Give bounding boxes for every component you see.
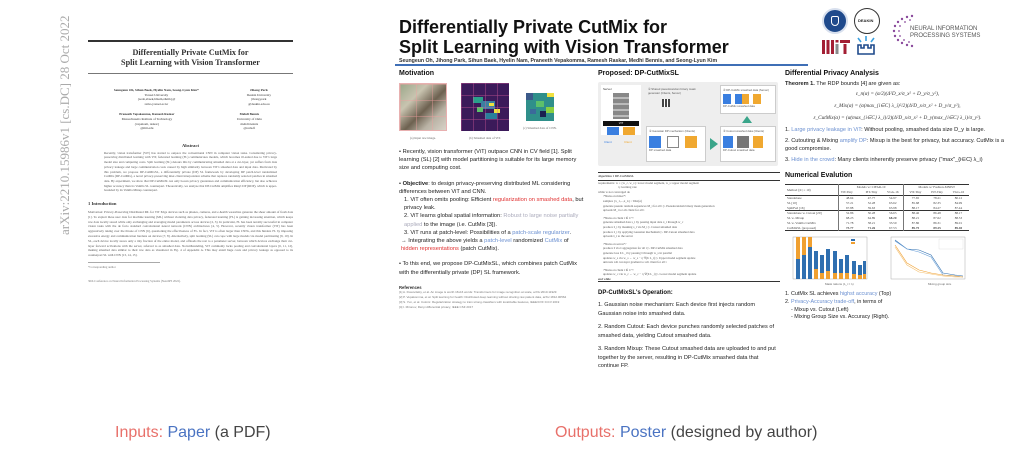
dp-point: [785, 126, 1010, 134]
table-cell: 86.48: [933, 211, 941, 216]
step3-label: ③ Cutout smashed data (Clients): [723, 129, 765, 133]
algorithm-line: end while: [598, 277, 780, 283]
conference-note: 36th Conference on Neural Information Processing Systems (NeurIPS 2022).: [88, 279, 181, 284]
table-row: [785, 225, 969, 230]
operation-item: 3. Random Mixup: These Cutout smashed data are uploaded to and put together by the server, resulting in DP-CutMix smashed data that continue FP.: [598, 346, 776, 370]
numerical-heading: Numerical Evalution: [785, 172, 853, 179]
table-cell: 67.88: [838, 205, 861, 210]
server-label: Server: [603, 87, 612, 91]
abstract-text: Recently, vision transformer (ViT) has started to outpace the conventional CNN in computer vision tasks. Considering privacy-preserving distributed learning with ViT, federated learning (FL) communicates models, which becomes ill-suited due to ViT's large model size and computing costs. Split learning (SL) detours this by communicating smashed data at a cut-layer, yet suffers from data privacy leakage and large communication costs caused by high similarity between ViT's smashed data and input data. Motivated by this problem, we propose DP-CutMixSL, a differentially private (DP) SL framework by developing DP patch-level randomized CutMix (DP-CutMix), a novel privacy-preserving inter-client interpolation scheme that replaces randomly selected patches in smashed data. By experiment, we show that DP-CutMixSL not only boosts privacy guarantees and communication efficiency, but also achieves higher accuracy than its Vanilla SL counterpart. Theoretically, we analyze that DP-CutMix amplifies Rényi DP (RDP), which is upper-bounded by its Vanilla Mixup counterpart.: [104, 150, 277, 193]
point-highlight: amplify DP: [839, 138, 867, 144]
paper-title: [88, 42, 293, 73]
table-cell: 64.89: [867, 216, 876, 221]
operation-item: 2. Random Cutout: Each device punches randomly selected patches of smashed data, yielding Cutout smashed data.: [598, 324, 774, 339]
author-email: @deakin.edu.au: [248, 101, 270, 106]
item-text: 1. ViT often omits pooling: Efficient: [404, 197, 493, 204]
table-cell: 56.65: [889, 211, 897, 216]
table-cell: SL [10]: [787, 200, 798, 205]
algorithm-line: generate pseudo random sequences M_i for all i ▷ Pseudorandom binary mask generation: [603, 203, 715, 208]
objective-bullet: • Objective: to design privacy-preserving distributed ML considering differences between ViT and CNN.: [399, 180, 571, 195]
caption-label: Outputs:: [555, 424, 616, 441]
theorem-text: The RDP bounds [4] are given as:: [814, 81, 901, 87]
author-group: [237, 112, 262, 130]
dp-point: [785, 156, 1010, 164]
algorithm-line: while w not converged do: [598, 189, 631, 194]
sub-finding: - Mixing Group Size vs. Accuracy (Right).: [791, 314, 890, 321]
step2-box: [646, 126, 706, 162]
table-header: Models w/ CIFAR-10: [838, 185, 904, 190]
objective-item: [399, 229, 584, 237]
paper-page: [88, 40, 293, 380]
table-cell: 71.78: [838, 220, 861, 225]
reference-item: [1] A. Dosovitskiy, et al. An image is worth 16x16 words: Transformers for image recognition at scale, arXiv:2010.11929: [399, 289, 557, 294]
author-affiliation: Yonsei University: [144, 92, 169, 97]
table-header: VGG-16: [886, 190, 899, 195]
table-cell: 68.23: [838, 216, 861, 221]
algorithm-line: η: learning rate: [618, 185, 637, 190]
figure-caption: (a) Input raw image.: [409, 136, 437, 140]
figure-caption: (c) Smashed data of CNN.: [523, 126, 557, 130]
author-names: Seungeun Oh, Sihun Baek, Hyelin Nam, Seong-Lyun Kim*: [113, 88, 199, 92]
objective-item: [399, 212, 584, 228]
table-cell: 58.21: [867, 220, 876, 225]
algorithm-line: produce ŝ_i by masking s_i via M_i ▷ Cutout smashed data: [603, 224, 678, 229]
operation-item: 1. Gaussian noise mechanism: Each device first injects random Gaussian noise into smashed data.: [598, 302, 756, 317]
poster-title: [399, 17, 729, 57]
point-text: : Mixup is the best for privacy, but accuracy. CutMix is a good compromise.: [785, 138, 1004, 152]
algorithm-line: uploads M_i to i-th client for all i: [603, 208, 645, 213]
neurips-text-line1: NEURAL INFORMATION: [910, 26, 978, 32]
author-email: @mit.edu: [140, 126, 154, 131]
table-cell: 67.53: [889, 225, 897, 230]
author-group: [88, 88, 225, 106]
caption-rest: (a PDF): [210, 424, 271, 441]
table-cell: 80.12: [954, 195, 963, 200]
motivation-figures: [399, 83, 584, 140]
author-email: {vepakom, raskar}: [134, 121, 160, 126]
figure-cnn-smashed: [523, 93, 557, 130]
caption-kind: Poster: [619, 424, 667, 441]
poster-authors: Seungeun Oh, Jihong Park, Sihun Baek, Hyelin Nam, Praneeth Vepakomma, Ramesh Raskar, Medhi Bennis, and Seong-Lyun Kim: [399, 58, 718, 64]
finding-text: , in terms of: [854, 298, 883, 305]
paper-title-line2: Split Learning with Vision Transformer: [121, 58, 260, 67]
author-affiliation: Deakin University: [246, 92, 271, 97]
caption-kind: Paper: [167, 424, 211, 441]
proposal-bullet: • To this end, we propose DP-CutMixSL, which combines patch CutMix with the differentially private (DP) SL framework.: [399, 261, 577, 276]
equation: ε_CutMix(α) = (α(max_{i∈C} λ_i)/2)(Δ²D_x/σ_x² + D_y(max_{i∈C} λ_i)/σ_y²).: [813, 115, 982, 121]
algorithm-line: generate loss Σ L_i by passing s̃ through w_s in parallel: [603, 250, 672, 255]
table-cell: SplitFed [16]: [787, 205, 805, 210]
step3-box: [720, 126, 776, 162]
integration-line: [399, 237, 584, 253]
intro-heading: 1 Introduction: [88, 201, 117, 207]
table-cell: CutMixSL (proposed): [787, 225, 817, 230]
references: [399, 285, 584, 310]
item-highlight: regularization on smashed data: [492, 197, 573, 204]
paper-title-line1: Differentially Private CutMix for: [132, 48, 249, 57]
objective-label: Objective: [402, 180, 429, 187]
table-header: Method (|C| = 10): [787, 187, 811, 192]
figure-caption: (b) Smashed data of ViT.: [469, 136, 501, 140]
finding-highlight: Privacy-Accuracy trade-off: [791, 298, 855, 305]
author-names: Mehdi Bennis: [239, 112, 260, 117]
table-cell: 68.20: [889, 216, 897, 221]
table-cell: 89.25: [933, 225, 941, 230]
equation: ε_n(α) = (α/2)(Δ²D_x/σ_x² + D_y/σ_y²),: [855, 91, 940, 97]
reference-item: [2] P. Vepakomma, et al. Split learning for health: Distributed deep learning without sharing raw patient data, arXiv:1812.00564: [399, 294, 567, 299]
algorithm-line: requirements: w = {w_c, w_s}: lower model segment, w_s: upper model segment: [598, 180, 700, 185]
system-diagram: [598, 82, 778, 166]
chart-xlabel: Mixing group size: [928, 282, 952, 287]
figure-vit-smashed: [461, 83, 509, 140]
server-block: [601, 85, 641, 135]
author-group: [225, 88, 293, 106]
table-cell: 88.17: [904, 205, 927, 210]
neurips-logo: [890, 12, 1015, 52]
author-email: {seoh,sbaek,hlnam,slkim}@: [137, 97, 176, 102]
table-cell: 52.28: [867, 200, 876, 205]
table-cell: 88.17: [954, 211, 963, 216]
neurips-text-line2: PROCESSING SYSTEMS: [910, 33, 981, 39]
yonsei-logo: [822, 8, 848, 34]
table-cell: 50.28: [867, 211, 876, 216]
table-cell: 88.53: [954, 216, 963, 221]
author-email: mehdi.bennis: [240, 121, 259, 126]
table-cell: 86.31: [933, 220, 941, 225]
table-cell: 77.65: [904, 195, 927, 200]
dp-point: [785, 137, 1010, 153]
finding: [785, 291, 1010, 299]
item-text: of: [562, 238, 569, 245]
step3-caption: DP-Cutout smashed data: [723, 148, 755, 152]
author-row-2: [88, 112, 293, 130]
author-affiliation: Massachusetts Institute of Technology: [121, 116, 173, 121]
table-header: PiT-Tiny: [931, 190, 943, 195]
step2-label: ② Gaussian DP mechanism (Clients): [649, 129, 695, 133]
operation-section: [598, 290, 780, 371]
output-caption: [555, 424, 817, 442]
table-cell: 63.98: [889, 205, 897, 210]
vit-label: ViT: [603, 121, 639, 126]
step1-label: ① Shared pseudorandom binary mask generator (Clients, Server): [648, 87, 696, 95]
neurips-text: [910, 26, 980, 40]
table-cell: 88.21: [904, 216, 927, 221]
title-rule-bottom: [88, 73, 293, 74]
algorithm-line: /*Runs on client i ∈ C*/: [603, 267, 634, 272]
results-table: [785, 184, 969, 231]
table-cell: 47.77: [867, 195, 876, 200]
equation: ε_Mix(α) = (α(max_{i∈C} λ_i)²/2)(Δ²D_x/σ_x² + D_y/σ_y²),: [834, 103, 961, 109]
item-text: 3. ViT runs at patch-level: Possibilities of a: [404, 229, 513, 236]
table-cell: Standalone w. Cutout [20]: [787, 211, 822, 216]
table-header: PiT-Tiny: [865, 190, 878, 195]
arrow-right-icon: [710, 138, 718, 150]
vit-heatmap: [461, 83, 509, 131]
cat-image: [399, 83, 447, 131]
algorithm-line: generate smashed data s_i by passing input data x_i through w_c: [603, 220, 684, 225]
algorithm-line: /*Runs on mixer*/: [603, 194, 627, 199]
table-cell: 73.77: [838, 225, 861, 230]
table-cell: 89.01: [954, 220, 963, 225]
sub-finding: - Mixup vs. Cutout (Left): [791, 306, 849, 313]
group-size-line-chart: [883, 235, 973, 287]
dp-analysis-heading: Differential Privacy Analysis: [785, 70, 879, 77]
intro-text: Motivation: Privacy-Preserving Distributed ML for ViT Edge devices such as phones, cameras, and e-health wearables generate the sheer amount of fresh data [1]. To exploit these user data for machine learning (ML) without violating data privacy, federated learning (FL) is gaining increasing attention, which keeps raw data locally stored while only exchanging and averaging model parameters across devices [2, 3]. In particular, FL has been notably successful in computer vision tasks with the de facto standard convolutional neural network (CNN) architectures [4, 5]. However, recently vision transformer (ViT) has been aggressively taking over the throne of CNN [6], questioning the effectiveness of FL. In fact, ViT is often larger than CNNs, and this hinders FL by imposing excessive energy and communication burdens on devices [7, 8]. Alternatively, split learning (SL) can cope with large models via model partitioning [9, 10]. In SL, each device locally stores only a tiny fraction of the entire model, and offloads the rest to a parameter server, between which devices exchange their cut-layer forward activations with the server, referred to as smashed data. Notwithstanding, ViT commonly lacks pooling and convolutional layers [6, 11, 12], making smashed data similar to their raw data as visualized in Fig. 4 of Appendix A. This may entail huge costs and privacy leakage as opposed to its counterpart SL with CNN [13, 14, 15].: [88, 210, 293, 258]
table-cell: 87.44: [954, 205, 963, 210]
arxiv-stamp: [35, 15, 72, 240]
dp-analysis-section: [785, 70, 1010, 322]
objective-text: : to design privacy-preserving distributed ML considering differences between ViT and CNN.: [399, 180, 571, 195]
table-cell: 85.68: [904, 200, 927, 205]
table-cell: 57.21: [838, 200, 861, 205]
table-cell: SL w. Vanilla CutMix: [787, 220, 816, 225]
table-header: VGG-16: [952, 190, 965, 195]
table-cell: 88.46: [904, 210, 927, 215]
step1-box: [646, 85, 708, 117]
author-group: [119, 112, 174, 130]
algorithm-line: samples {x_1,...,x_n} ~ Dist(α): [603, 198, 642, 203]
item-text: 2. ViT learns global spatial information:: [404, 213, 504, 220]
deakin-logo: [854, 8, 880, 34]
table-cell: 89.40: [954, 225, 963, 230]
abstract-heading: Abstract: [181, 142, 200, 148]
table-cell: 87.62: [933, 216, 941, 221]
point-highlight: Large privacy leakage in ViT: [791, 127, 862, 133]
item-text: , but privacy leak.: [404, 197, 584, 212]
item-highlight: patch-scale regularizer: [512, 229, 570, 236]
finding-text: 1. CutMix SL achieves: [785, 291, 840, 298]
point-text: : Many clients inherently preserve privacy ("max"_{i∈C} λ_i): [834, 157, 983, 163]
algorithm-line: /*Runs on server*/: [603, 241, 627, 246]
item-text: randomized: [511, 238, 545, 245]
arrow-up-icon: [742, 116, 752, 123]
step4-caption: DP-CutMix smashed data: [723, 104, 755, 108]
cnn-heatmap: [526, 93, 554, 121]
algorithm-title: Algorithm 1 DP-CutMixSL: [598, 173, 780, 181]
finding: [785, 299, 1010, 307]
motivation-heading: Motivation: [399, 70, 434, 77]
step4-label: ④ DP-CutMix smashed data (Server): [723, 88, 770, 92]
table-cell: Standalone: [787, 195, 802, 200]
motivation-section: [399, 70, 584, 310]
caption-label: Inputs:: [115, 424, 164, 441]
table-cell: 84.27: [933, 205, 941, 210]
item-highlight: patch-level: [484, 238, 512, 245]
item-highlight: CutMix: [544, 238, 563, 245]
table-cell: 54.97: [889, 195, 897, 200]
chart-xlabel: Mask rations (λ_i = λ): [825, 282, 854, 287]
item-text: to the image (i.e. CutMix [3]).: [422, 221, 497, 228]
table-cell: 48.64: [838, 195, 861, 200]
figure-raw-image: [399, 83, 447, 140]
footnote: *Corresponding author: [88, 262, 160, 269]
bullet-text: To this end, we propose DP-CutMixSL, which combines patch CutMix with the differentially private (DP) SL framework.: [399, 261, 577, 276]
proposed-section: [598, 70, 780, 371]
table-header: ViT-Tiny: [904, 190, 927, 195]
motivation-bullet: • Recently, vision transformer (ViT) outpace CNN in CV field [1]. Split learning (SL) [2] with model partitioning is suitable for its large memory size and computing cost.: [399, 149, 577, 172]
poster: [385, 0, 1015, 390]
author-email: ramo.yonsei.ac.kr: [144, 101, 169, 106]
poster-title-line2: Split Learning with Vision Transformer: [399, 37, 729, 57]
finding-text: 2.: [785, 298, 791, 305]
mit-logo: [822, 40, 850, 54]
table-cell: 63.62: [889, 200, 897, 205]
motivation-bullets: [399, 148, 584, 277]
table-cell: SL w. Mixup: [787, 216, 805, 221]
operation-heading: DP-CutMixSL's Operation:: [598, 290, 673, 297]
input-caption: [115, 424, 271, 442]
table-header: ViT-Tiny: [838, 190, 861, 195]
references-heading: References: [399, 284, 422, 290]
caption-rest: (designed by author): [666, 424, 818, 441]
author-email: jihong.park: [251, 97, 267, 102]
poster-title-line1: Differentially Private CutMix for: [399, 17, 668, 37]
algorithm-line: /*Runs on client i ∈ C*/: [603, 215, 634, 220]
table-cell: 84.99: [954, 200, 963, 205]
reference-item: [4] I. Mironov, Rényi differential privacy, IEEE CSF 2017: [399, 304, 474, 309]
theorem-label: Theorem 1.: [785, 81, 815, 87]
result-charts: [785, 235, 1010, 287]
author-affiliation: University of Oulu: [236, 116, 262, 121]
algorithm-line: updates w_c via w_c ← w_c − η·∇(Σ L_i) ▷ Lower model segment update: [603, 272, 697, 277]
author-names: Jihong Park: [249, 88, 268, 92]
point-text: 1.: [785, 127, 792, 133]
item-highlight: Robust to large noise partially applied: [404, 213, 579, 228]
author-email: @oulu.fi: [243, 126, 256, 131]
item-text: → Integrating the above yields a: [401, 238, 485, 245]
finding-highlight: highst accuracy: [839, 291, 878, 298]
arxiv-id: arXiv:2210.15986v1 [cs.DC] 28 Oct 2022: [57, 15, 72, 235]
point-text: 3.: [785, 157, 792, 163]
item-text: (patch CutMix).: [458, 246, 500, 253]
oulu-logo: [855, 36, 877, 56]
table-cell: 52.86: [838, 210, 861, 215]
client-label: Client: [624, 140, 632, 144]
table-cell: 71.26: [867, 225, 876, 230]
table-cell: 89.75: [904, 225, 927, 230]
poster-header-rule: [395, 64, 808, 66]
deakin-text: DEAKIN: [858, 18, 874, 23]
step2-caption: DP smashed data: [649, 148, 672, 152]
theorem: [785, 80, 1010, 88]
table-cell: 87.86: [904, 220, 927, 225]
finding-text: (Top): [877, 291, 892, 298]
algorithm-line: uploads š_i to the server: [603, 234, 634, 239]
item-text: .: [569, 229, 572, 236]
mask-ratio-bar-chart: [785, 235, 875, 287]
algorithm-line: produce s̃ via š aggregation for all i ▷ DP-CutMix smashed data: [603, 246, 683, 251]
algorithm-box: [598, 172, 780, 282]
step4-box: [720, 85, 776, 114]
client-label: Client: [604, 140, 612, 144]
table-cell: 59.63: [867, 205, 876, 210]
author-names: Praneeth Vepakomma, Ramesh Raskar: [119, 112, 175, 117]
table-header: Models w/ Fashion-MNIST: [904, 185, 969, 190]
table-cell: 78.21: [933, 195, 941, 200]
item-highlight: hidden representations: [401, 246, 459, 253]
algorithm-line: updates w_s via w_s ← w_s − η·∇(Σ L_i) ▷ Upper model segment update: [603, 255, 696, 260]
table-cell: 82.35: [933, 200, 941, 205]
objective-item: [399, 196, 584, 212]
proposed-heading: Proposed: DP-CutMixSL: [598, 70, 679, 77]
algorithm-line: unicasts i-th cut-layer gradient to i-th client for all i: [603, 260, 667, 265]
point-highlight: Hide in the crowd: [791, 157, 835, 163]
table-cell: 33.50: [889, 220, 897, 225]
point-text: : Without pooling, smashed data size D_y is large.: [861, 127, 986, 133]
reference-item: [3] S. Yun, et al. Cutmix: Regularization strategy to train strong classifiers with localizable features, IEEE/CVF ICCV 2019: [399, 299, 560, 304]
algorithm-line: produce š_i by applying Gaussian mechanism ▷ DP-Cutout smashed data: [603, 229, 695, 234]
bullet-text: Recently, vision transformer (ViT) outpace CNN in CV field [1]. Split learning (SL) [2] with model partitioning is suitable for its large memory size and computing cost.: [399, 149, 577, 172]
point-text: 2. Cutouting & Mixing: [785, 138, 840, 144]
author-row-1: [88, 88, 293, 106]
